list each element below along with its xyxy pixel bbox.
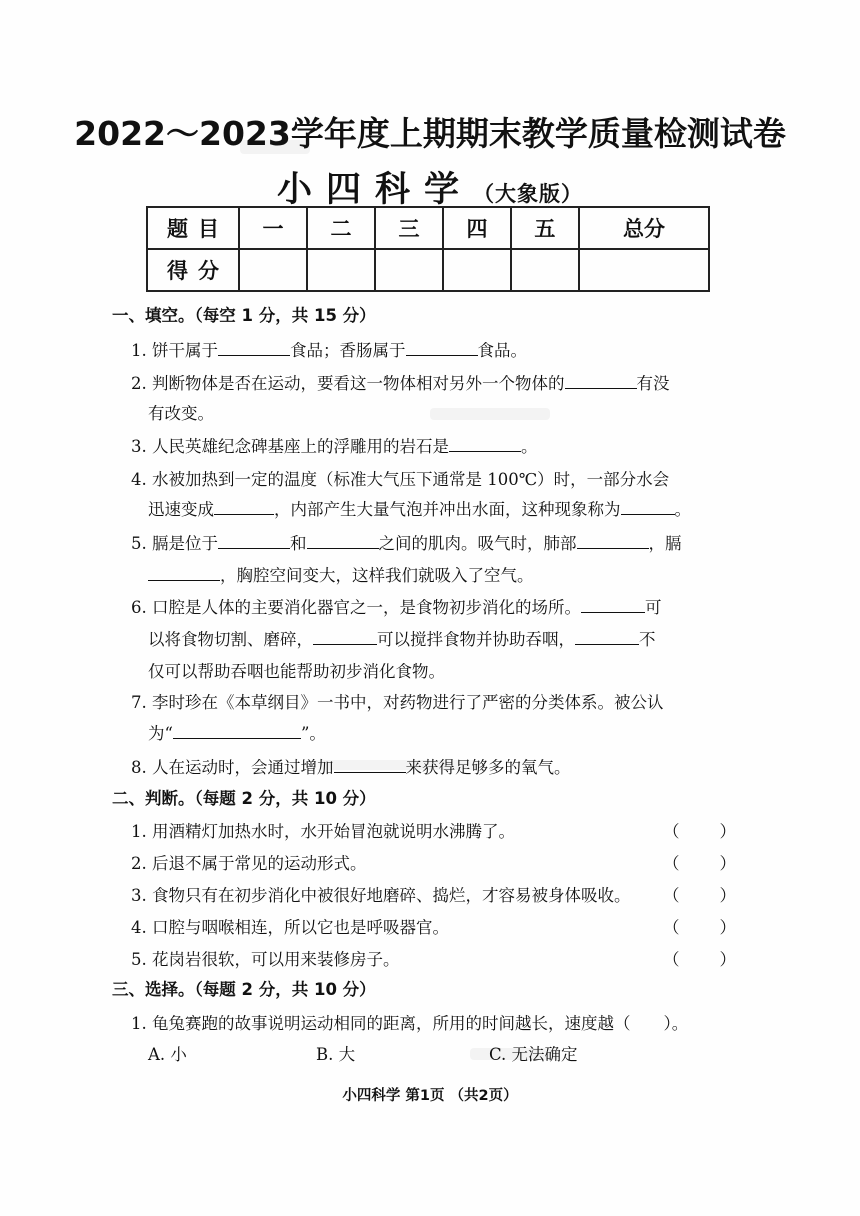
paren-close: ） <box>719 822 736 841</box>
judgement-item: 2. 后退不属于常见的运动形式。 <box>131 854 367 873</box>
question-text: 5. 膈是位于 <box>131 534 218 553</box>
answer-blank[interactable] <box>621 499 675 515</box>
score-header-cell: 一 <box>239 207 307 249</box>
answer-blank[interactable] <box>218 533 290 549</box>
score-table-score-row <box>147 249 709 291</box>
answer-blank[interactable] <box>214 499 274 515</box>
question-1-6-continued-2: 仅可以帮助吞咽也能帮助初步消化食物。 <box>148 662 445 681</box>
question-text: 3. 人民英雄纪念碑基座上的浮雕用的岩石是 <box>131 437 449 456</box>
question-text: 。 <box>521 437 538 456</box>
question-text: ，内部产生大量气泡并冲出水面，这种现象称为 <box>274 500 621 519</box>
answer-parentheses[interactable] <box>663 946 736 970</box>
question-text: 之间的肌肉。吸气时，肺部 <box>378 534 577 553</box>
question-text: ，膈 <box>648 534 682 553</box>
answer-blank[interactable] <box>565 373 637 389</box>
section-choice-heading: 三、选择。（每题 2 分，共 10 分） <box>112 980 376 999</box>
paren-close: ） <box>719 854 736 873</box>
paren-close: ） <box>719 918 736 937</box>
question-text: 2. 判断物体是否在运动，要看这一物体相对另外一个物体的 <box>131 374 565 393</box>
question-text: 来获得足够多的氧气。 <box>405 758 571 777</box>
choice-option-c[interactable]: C. 无法确定 <box>489 1045 578 1064</box>
choice-option-b[interactable]: B. 大 <box>316 1045 356 1064</box>
section-fill-in-heading: 一、填空。（每空 1 分，共 15 分） <box>112 306 376 325</box>
answer-blank[interactable] <box>581 597 645 613</box>
score-header-cell: 三 <box>375 207 443 249</box>
question-text: ”。 <box>300 724 326 743</box>
question-1-7-continued <box>148 720 758 744</box>
question-text: 1. 饼干属于 <box>131 341 218 360</box>
question-text: ，胸腔空间变大，这样我们就吸入了空气。 <box>220 566 534 585</box>
judgement-item: 5. 花岗岩很软，可以用来装修房子。 <box>131 950 400 969</box>
answer-blank[interactable] <box>218 340 290 356</box>
score-cell[interactable] <box>307 249 375 291</box>
question-1-4-continued <box>148 496 758 520</box>
question-1-3 <box>131 433 741 457</box>
score-header-cell: 四 <box>443 207 511 249</box>
answer-blank[interactable] <box>406 340 478 356</box>
question-1-8 <box>131 754 741 778</box>
answer-blank[interactable] <box>313 629 377 645</box>
exam-title: 2022～2023学年度上期期末教学质量检测试卷 <box>74 114 786 153</box>
answer-blank[interactable] <box>577 533 649 549</box>
paren-open: （ <box>663 854 680 873</box>
score-cell[interactable] <box>443 249 511 291</box>
score-header-cell: 题目 <box>147 207 239 249</box>
answer-blank[interactable] <box>449 436 521 452</box>
question-1-4: 4. 水被加热到一定的温度（标准大气压下通常是 100℃）时，一部分水会 <box>131 470 670 489</box>
section-judgement-heading: 二、判断。（每题 2 分，共 10 分） <box>112 789 376 808</box>
question-text: 可 <box>645 598 662 617</box>
answer-blank[interactable] <box>307 533 379 549</box>
score-cell[interactable] <box>511 249 579 291</box>
question-text: 不 <box>639 630 656 649</box>
question-1-2 <box>131 370 741 394</box>
page-footer: 小四科学 第1页 （共2页） <box>342 1088 518 1104</box>
question-text: 食品；香肠属于 <box>290 341 406 360</box>
question-1-2-continued: 有改变。 <box>148 404 214 423</box>
question-1-5-continued <box>148 562 758 586</box>
answer-parentheses[interactable] <box>663 850 736 874</box>
answer-parentheses[interactable] <box>663 882 736 906</box>
judgement-item: 3. 食物只有在初步消化中被很好地磨碎、捣烂，才容易被身体吸收。 <box>131 886 631 905</box>
score-table-header-row <box>147 207 709 249</box>
answer-blank[interactable] <box>575 629 639 645</box>
subject-name: 小四科学 <box>276 170 473 210</box>
question-1-6 <box>131 594 741 618</box>
score-header-cell: 二 <box>307 207 375 249</box>
question-1-7: 7. 李时珍在《本草纲目》一书中，对药物进行了严密的分类体系。被公认 <box>131 693 664 712</box>
score-cell[interactable] <box>375 249 443 291</box>
answer-parentheses[interactable] <box>663 914 736 938</box>
choice-question-1: 1. 龟兔赛跑的故事说明运动相同的距离，所用的时间越长，速度越（ ）。 <box>131 1014 689 1033</box>
paren-open: （ <box>663 950 680 969</box>
score-row-label: 得分 <box>147 249 239 291</box>
question-text: 和 <box>290 534 307 553</box>
choice-option-a[interactable]: A. 小 <box>148 1045 187 1064</box>
answer-parentheses[interactable] <box>663 818 736 842</box>
answer-blank[interactable] <box>334 757 406 773</box>
score-header-cell: 总分 <box>579 207 709 249</box>
question-1-1 <box>131 337 741 361</box>
question-text: 迅速变成 <box>148 500 214 519</box>
paren-open: （ <box>663 918 680 937</box>
score-cell[interactable] <box>239 249 307 291</box>
question-text: 食品。 <box>477 341 527 360</box>
paren-close: ） <box>719 950 736 969</box>
edition-label: （大象版） <box>473 182 583 206</box>
question-text: 可以搅拌食物并协助吞咽， <box>377 630 575 649</box>
question-text: 。 <box>674 500 691 519</box>
question-text: 有没 <box>636 374 670 393</box>
question-text: 以将食物切割、磨碎， <box>148 630 313 649</box>
question-text: 8. 人在运动时，会通过增加 <box>131 758 334 777</box>
paren-close: ） <box>719 886 736 905</box>
answer-blank[interactable] <box>173 723 301 739</box>
answer-blank[interactable] <box>148 565 220 581</box>
score-cell[interactable] <box>579 249 709 291</box>
judgement-item: 1. 用酒精灯加热水时，水开始冒泡就说明水沸腾了。 <box>131 822 515 841</box>
question-1-6-continued <box>148 626 758 650</box>
paren-open: （ <box>663 822 680 841</box>
score-table <box>146 206 710 292</box>
paren-open: （ <box>663 886 680 905</box>
score-header-cell: 五 <box>511 207 579 249</box>
question-text: 为“ <box>148 724 173 743</box>
question-1-5 <box>131 530 741 554</box>
judgement-item: 4. 口腔与咽喉相连，所以它也是呼吸器官。 <box>131 918 449 937</box>
question-text: 6. 口腔是人体的主要消化器官之一，是食物初步消化的场所。 <box>131 598 581 617</box>
exam-subtitle <box>0 162 860 212</box>
